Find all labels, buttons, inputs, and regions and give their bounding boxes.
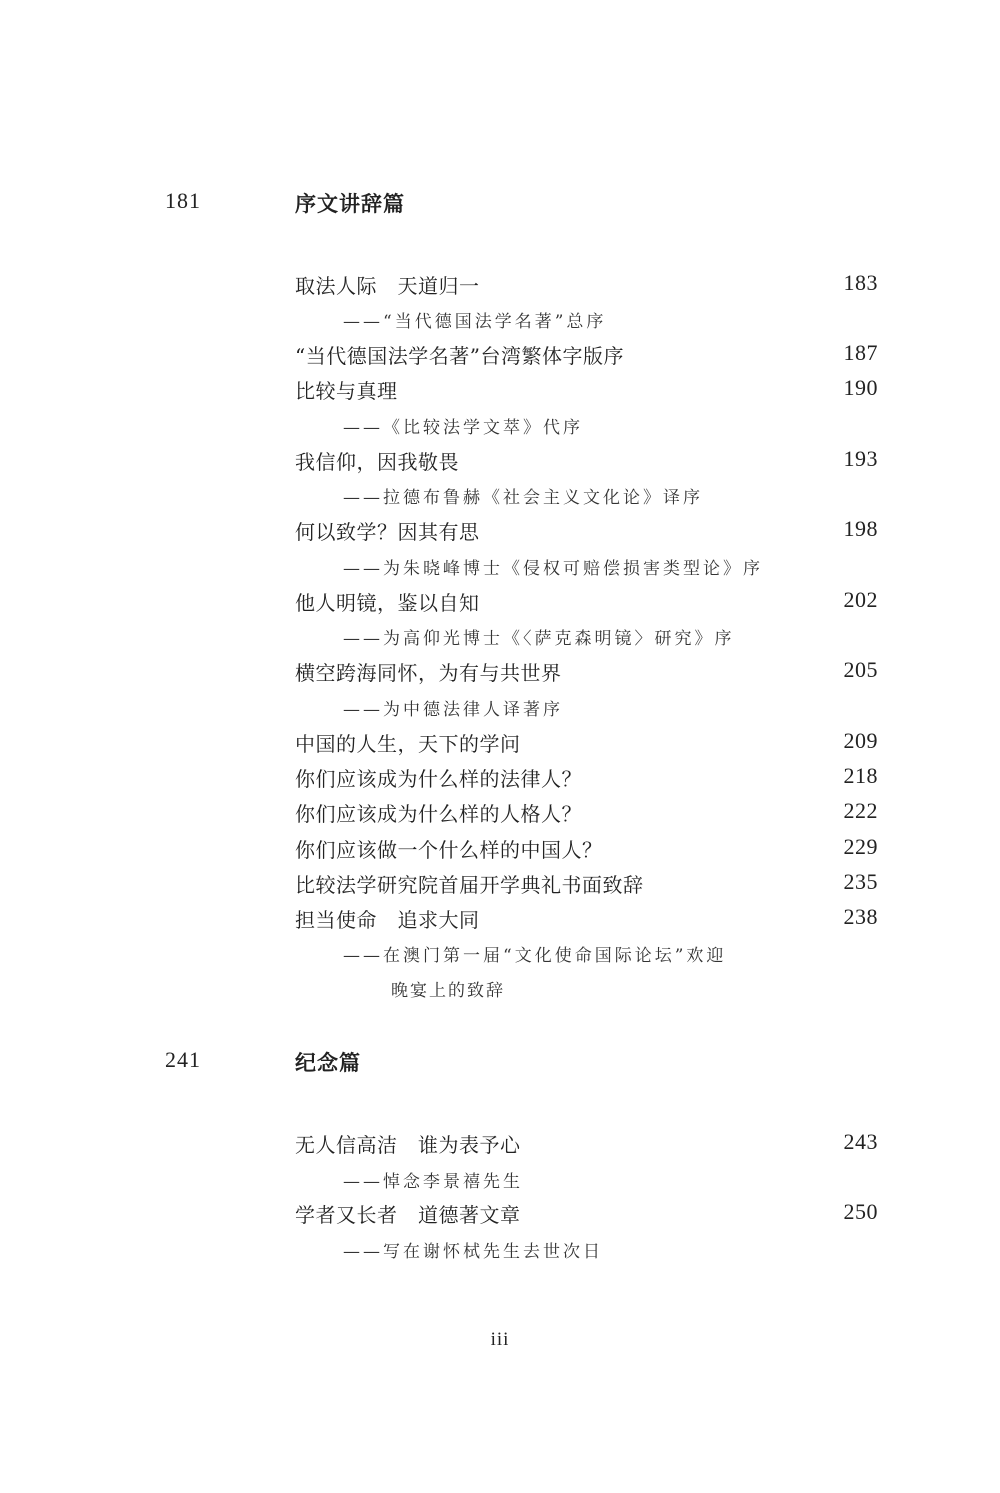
toc-entry-page: 229: [843, 834, 878, 859]
toc-entry-title: 学者又长者 道德著文章: [295, 1203, 521, 1227]
section-page-number: 181: [165, 188, 201, 213]
toc-entry[interactable]: [295, 516, 878, 550]
toc-entry[interactable]: [295, 1199, 878, 1233]
toc-entry-page: 238: [843, 904, 878, 929]
section-title: 序文讲辞篇: [295, 192, 405, 216]
toc-entry-subtitle: ——《比较法学文萃》代序: [343, 418, 583, 438]
toc-entry-page: 250: [843, 1199, 878, 1224]
toc-entry-title: 你们应该成为什么样的人格人？: [295, 802, 582, 826]
toc-entry-title: 担当使命 追求大同: [295, 908, 480, 932]
toc-entry-page: 202: [843, 587, 878, 612]
toc-entry[interactable]: [295, 834, 878, 868]
toc-entry-title: 中国的人生，天下的学问: [295, 732, 521, 756]
toc-entry-page: 205: [843, 657, 878, 682]
toc-entry-title: 他人明镜，鉴以自知: [295, 591, 480, 615]
toc-entry-page: 235: [843, 869, 878, 894]
toc-entry-title: 横空跨海同怀，为有与共世界: [295, 661, 562, 685]
toc-entry-page: 190: [843, 375, 878, 400]
toc-entry[interactable]: [295, 340, 878, 374]
toc-entry[interactable]: [295, 869, 878, 903]
section-title: 纪念篇: [295, 1051, 361, 1075]
toc-entry-page: 193: [843, 446, 878, 471]
toc-entry-page: 187: [843, 340, 878, 365]
toc-entry-title: 比较法学研究院首届开学典礼书面致辞: [295, 873, 644, 897]
toc-entry-page: 209: [843, 728, 878, 753]
toc-entry-subtitle: ——写在谢怀栻先生去世次日: [343, 1242, 603, 1262]
toc-entry-page: 218: [843, 763, 878, 788]
toc-entry[interactable]: [295, 904, 878, 938]
toc-entry-title: 取法人际 天道归一: [295, 274, 480, 298]
toc-entry-title: 比较与真理: [295, 379, 398, 403]
toc-entry-subtitle: ——拉德布鲁赫《社会主义文化论》译序: [343, 488, 703, 508]
toc-entry-subtitle: ——为朱晓峰博士《侵权可赔偿损害类型论》序: [343, 559, 763, 579]
page-folio: iii: [490, 1329, 510, 1350]
toc-entry[interactable]: [295, 270, 878, 304]
toc-entry-subtitle: ——为中德法律人译著序: [343, 700, 563, 720]
toc-entry-page: 198: [843, 516, 878, 541]
toc-entry[interactable]: [295, 798, 878, 832]
toc-entry[interactable]: [295, 763, 878, 797]
section-page-number: 241: [165, 1047, 201, 1072]
toc-entry[interactable]: [295, 657, 878, 691]
toc-entry-page: 243: [843, 1129, 878, 1154]
toc-entry-title: 你们应该做一个什么样的中国人？: [295, 838, 603, 862]
toc-entry-subtitle-continuation: 晚宴上的致辞: [391, 981, 505, 1001]
toc-entry[interactable]: [295, 446, 878, 480]
toc-entry-subtitle: ——“当代德国法学名著”总序: [343, 312, 607, 332]
toc-entry-subtitle: ——为高仰光博士《〈萨克森明镜〉研究》序: [343, 629, 735, 649]
toc-entry-title: 我信仰，因我敬畏: [295, 450, 459, 474]
toc-entry-title: 何以致学？因其有思: [295, 520, 480, 544]
toc-entry-title: “当代德国法学名著”台湾繁体字版序: [295, 344, 624, 368]
toc-entry[interactable]: [295, 587, 878, 621]
toc-entry[interactable]: [295, 375, 878, 409]
toc-entry-subtitle: ——悼念李景禧先生: [343, 1172, 523, 1192]
toc-entry-subtitle: ——在澳门第一届“文化使命国际论坛”欢迎: [343, 946, 727, 966]
toc-entry[interactable]: [295, 728, 878, 762]
toc-entry-title: 你们应该成为什么样的法律人？: [295, 767, 582, 791]
toc-entry-title: 无人信高洁 谁为表予心: [295, 1133, 521, 1157]
toc-entry-page: 222: [843, 798, 878, 823]
toc-entry-page: 183: [843, 270, 878, 295]
toc-entry[interactable]: [295, 1129, 878, 1163]
